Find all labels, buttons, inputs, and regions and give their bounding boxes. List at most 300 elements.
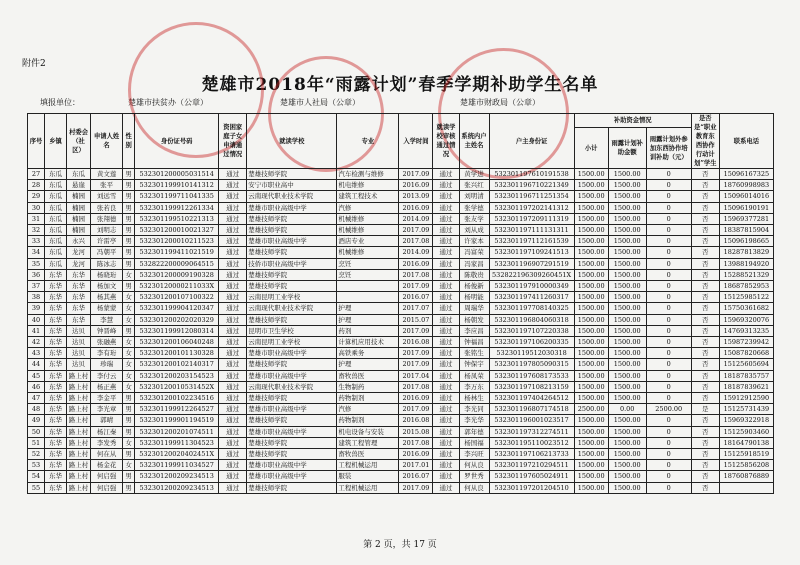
table-cell: 28 (28, 180, 45, 191)
table-cell: 云南现代职业技术学院 (247, 381, 337, 392)
table-row (28, 292, 774, 303)
table-cell: 药剂 (337, 325, 399, 336)
col-total: 小计 (574, 128, 608, 169)
table-cell: 通过 (433, 281, 459, 292)
table-cell: 东华 (45, 437, 67, 448)
table-cell: 否 (691, 213, 719, 224)
table-cell: 532301197404264512 (489, 393, 574, 404)
table-cell: 532301197112161539 (489, 236, 574, 247)
table-cell: 通过 (219, 415, 247, 426)
table-cell: 护理 (337, 303, 399, 314)
table-cell: 1500.00 (574, 426, 608, 437)
table-cell: 532301200202020329 (135, 314, 219, 325)
table-row (28, 337, 774, 348)
table-cell: 532301200102234516 (135, 393, 219, 404)
table-cell: 532301200107100322 (135, 292, 219, 303)
table-row (28, 359, 774, 370)
table-cell: 机械维修 (337, 247, 399, 258)
table-cell: 否 (691, 169, 719, 180)
table-cell: 东华 (45, 460, 67, 471)
table-row (28, 325, 774, 336)
table-cell: 通过 (433, 292, 459, 303)
table-cell: 39 (28, 303, 45, 314)
table-cell: 工程机械运用 (337, 482, 399, 493)
table-cell: 达贝 (67, 337, 91, 348)
table-cell: 通过 (433, 191, 459, 202)
table-cell: 女 (123, 314, 135, 325)
table-cell: 女 (123, 381, 135, 392)
table-cell: 杨其燕 (91, 292, 123, 303)
table-cell: 1500.00 (608, 460, 646, 471)
col-verify: 就读学校审核通过情况 (433, 114, 459, 169)
table-cell: 杨林生 (459, 393, 489, 404)
table-cell: 楚雄技师学院 (247, 415, 337, 426)
table-cell: 机电设备与安装 (337, 426, 399, 437)
table-cell: 通过 (433, 180, 459, 191)
table-cell: 否 (691, 449, 719, 460)
table-cell: 0 (646, 437, 691, 448)
table-cell: 532301197209111319 (489, 213, 574, 224)
table-cell: 32 (28, 225, 45, 236)
table-cell: 1500.00 (608, 393, 646, 404)
table-cell: 0 (646, 236, 691, 247)
table-cell: 达贝 (67, 325, 91, 336)
table-row (28, 437, 774, 448)
table-cell: 通过 (219, 482, 247, 493)
table-cell: 13988194920 (719, 258, 773, 269)
table-cell: 李万东 (459, 381, 489, 392)
table-cell: 532301200010211523 (135, 236, 219, 247)
table-cell: 1500.00 (608, 415, 646, 426)
table-cell: 40 (28, 314, 45, 325)
table-cell: 1500.00 (574, 471, 608, 482)
table-cell: 通过 (219, 225, 247, 236)
table-cell: 东瓜 (45, 180, 67, 191)
table-cell: 1500.00 (608, 269, 646, 280)
table-cell: 李发秀 (91, 437, 123, 448)
table-cell: 49 (28, 415, 45, 426)
table-cell: 532301197108213159 (489, 381, 574, 392)
table-cell: 楚雄技师学院 (247, 393, 337, 404)
table-cell: 532301197210294511 (489, 460, 574, 471)
table-cell: 通过 (219, 180, 247, 191)
table-cell: 周瑞华 (459, 303, 489, 314)
table-cell: 通过 (219, 169, 247, 180)
col-school: 就读学校 (247, 114, 337, 169)
header-row (28, 114, 774, 128)
table-row (28, 281, 774, 292)
table-cell: 黄文莲 (91, 169, 123, 180)
table-cell: 张铭生 (459, 348, 489, 359)
table-cell: 张学德 (459, 202, 489, 213)
table-cell: 东华 (67, 303, 91, 314)
table-cell: 2017.08 (399, 236, 433, 247)
table-row (28, 314, 774, 325)
table-cell: 532301200009190328 (135, 269, 219, 280)
table-cell: 许家本 (459, 236, 489, 247)
table-cell: 15125985122 (719, 292, 773, 303)
table-cell: 通过 (433, 359, 459, 370)
table-row (28, 393, 774, 404)
table-cell: 532301196807174518 (489, 404, 574, 415)
table-cell: 否 (691, 337, 719, 348)
table-cell: 路上村 (67, 415, 91, 426)
table-cell: 通过 (433, 460, 459, 471)
table-cell: 男 (123, 169, 135, 180)
table-cell: 1500.00 (608, 449, 646, 460)
col-name: 申请人姓名 (91, 114, 123, 169)
table-row (28, 404, 774, 415)
table-cell: 男 (123, 225, 135, 236)
table-cell: 0 (646, 415, 691, 426)
table-cell: 药物制剂 (337, 415, 399, 426)
col-township: 乡镇 (45, 114, 67, 169)
table-cell: 通过 (219, 325, 247, 336)
table-cell: 1500.00 (574, 314, 608, 325)
table-cell: 2015.08 (399, 426, 433, 437)
table-cell: 1500.00 (574, 437, 608, 448)
table-cell: 冯家昌 (459, 258, 489, 269)
table-cell: 532301200209234513 (135, 482, 219, 493)
table-cell: 1500.00 (608, 482, 646, 493)
table-cell: 2017.07 (399, 303, 433, 314)
table-cell: 杨正燕 (91, 381, 123, 392)
table-cell: 41 (28, 325, 45, 336)
table-cell: 45 (28, 370, 45, 381)
table-cell: 1500.00 (608, 180, 646, 191)
table-row (28, 202, 774, 213)
table-cell: 2016.09 (399, 393, 433, 404)
table-cell: 50 (28, 426, 45, 437)
table-cell: 1500.00 (608, 325, 646, 336)
table-cell: 532301197109241513 (489, 247, 574, 258)
table-cell: 532301197411260317 (489, 292, 574, 303)
table-cell: 18187839621 (719, 381, 773, 392)
table-cell: 否 (691, 292, 719, 303)
table-cell: 杨明能 (459, 292, 489, 303)
table-cell: 服装 (337, 471, 399, 482)
table-cell: 532301197605024911 (489, 471, 574, 482)
table-cell: 通过 (219, 202, 247, 213)
table-cell: 机械维修 (337, 225, 399, 236)
table-cell: 1500.00 (608, 202, 646, 213)
table-cell: 东华 (45, 370, 67, 381)
table-cell: 532301199911304523 (135, 437, 219, 448)
table-cell: 2017.09 (399, 225, 433, 236)
table-cell: 杨金花 (91, 460, 123, 471)
table-cell: 男 (123, 393, 135, 404)
table-cell: 何启强 (91, 471, 123, 482)
table-cell: 男 (123, 325, 135, 336)
table-cell: 东华 (45, 348, 67, 359)
table-cell: 27 (28, 169, 45, 180)
table-cell: 东华 (67, 292, 91, 303)
table-cell: 高铁乘务 (337, 348, 399, 359)
table-cell: 53230120000211033X (135, 281, 219, 292)
table-cell: 否 (691, 471, 719, 482)
table-cell: 通过 (433, 381, 459, 392)
table-row (28, 236, 774, 247)
table-cell: 1500.00 (608, 281, 646, 292)
table-cell: 楠园 (67, 225, 91, 236)
table-cell: 楚雄技师学院 (247, 213, 337, 224)
table-cell: 1500.00 (608, 314, 646, 325)
table-cell: 女 (123, 437, 135, 448)
table-cell: 楚雄技师学院 (247, 359, 337, 370)
table-cell: 张翔德 (91, 213, 123, 224)
table-cell: 路上村 (67, 381, 91, 392)
table-cell: 否 (691, 393, 719, 404)
table-cell: 通过 (433, 213, 459, 224)
table-cell: 通过 (219, 393, 247, 404)
table-cell: 男 (123, 191, 135, 202)
table-cell: 昆明市卫生学校 (247, 325, 337, 336)
table-cell: 15125731439 (719, 404, 773, 415)
table-cell: 1500.00 (608, 370, 646, 381)
table-cell: 东瓜 (45, 191, 67, 202)
table-cell: 44 (28, 359, 45, 370)
table-cell: 1500.00 (608, 471, 646, 482)
table-cell: 31 (28, 213, 45, 224)
table-cell: 汽修 (337, 202, 399, 213)
filler-value: 楚雄市扶贫办（公章） (128, 98, 208, 107)
table-cell: 路上村 (67, 404, 91, 415)
table-cell: 东华 (45, 281, 67, 292)
table-cell: 2500.00 (574, 404, 608, 415)
table-cell: 1500.00 (574, 303, 608, 314)
table-cell: 男 (123, 202, 135, 213)
table-cell: 否 (691, 359, 719, 370)
table-cell: 东华 (45, 449, 67, 460)
table-cell: 18387815904 (719, 225, 773, 236)
table-cell: 55 (28, 482, 45, 493)
table-cell (337, 281, 399, 292)
table-cell: 否 (691, 325, 719, 336)
table-cell: 通过 (219, 337, 247, 348)
table-cell: 37 (28, 281, 45, 292)
col-fund-b: 雨露计划外参加东西协作培训补助（元） (646, 128, 691, 169)
table-cell: 楠园 (67, 202, 91, 213)
table-row (28, 381, 774, 392)
table-cell: 532301199910141312 (135, 180, 219, 191)
table-cell: 张若良 (91, 202, 123, 213)
table-cell: 1500.00 (574, 393, 608, 404)
table-cell: 东华 (45, 359, 67, 370)
table-cell: 2016.09 (399, 180, 433, 191)
table-cell: 否 (691, 236, 719, 247)
table-cell: 通过 (219, 437, 247, 448)
table-cell: 达贝 (67, 359, 91, 370)
table-cell: 2017.09 (399, 404, 433, 415)
table-cell: 楚雄市职业高级中学 (247, 202, 337, 213)
table-cell: 2016.07 (399, 471, 433, 482)
col-village: 村委会（社区） (67, 114, 91, 169)
page-title: 楚雄市2018年“雨露计划”春季学期补助学生名单 (201, 75, 599, 95)
col-account: 户主身份证 (489, 114, 574, 169)
table-cell: 杨朝发 (459, 314, 489, 325)
table-cell: 杨加文 (91, 281, 123, 292)
table-cell: 李兴旺 (459, 449, 489, 460)
table-cell: 男 (123, 258, 135, 269)
table-cell: 东华 (45, 325, 67, 336)
table-cell: 0 (646, 393, 691, 404)
table-cell: 532301197708140325 (489, 303, 574, 314)
table-cell: 43 (28, 348, 45, 359)
table-cell: 532301199912080314 (135, 325, 219, 336)
table-cell: 李有珩 (91, 348, 123, 359)
table-cell: 女 (123, 370, 135, 381)
col-enroll: 入学时间 (399, 114, 433, 169)
table-cell: 通过 (433, 303, 459, 314)
table-cell: 张兴红 (459, 180, 489, 191)
table-cell: 0 (646, 460, 691, 471)
table-cell: 路上村 (67, 460, 91, 471)
table-cell: 楚雄技师学院 (247, 482, 337, 493)
table-cell: 47 (28, 393, 45, 404)
table-cell: 女 (123, 292, 135, 303)
col-subsidy-group: 补助资金情况 (574, 114, 691, 128)
col-fund-a: 雨露计划补助金额 (608, 128, 646, 169)
table-cell: 通过 (219, 348, 247, 359)
table-cell: 否 (691, 180, 719, 191)
table-cell: 李光华 (459, 415, 489, 426)
subsidy-table (27, 113, 774, 494)
table-cell: 1500.00 (574, 359, 608, 370)
table-cell: 罗世秀 (459, 471, 489, 482)
table-cell: 刘明志 (91, 225, 123, 236)
table-cell: 云南昆明工业学校 (247, 292, 337, 303)
table-cell: 东华 (45, 415, 67, 426)
table-cell: 2016.09 (399, 258, 433, 269)
table-cell: 东瓜 (45, 236, 67, 247)
table-cell: 东华 (45, 426, 67, 437)
table-cell: 1500.00 (574, 191, 608, 202)
table-cell: 15125605694 (719, 359, 773, 370)
table-cell: 云南现代职业技术学院 (247, 191, 337, 202)
table-cell: 通过 (219, 269, 247, 280)
table-cell: 0 (646, 281, 691, 292)
table-cell: 男 (123, 415, 135, 426)
table-cell: 云南昆明工业学校 (247, 337, 337, 348)
table-cell: 安宁市职业高中 (247, 180, 337, 191)
table-row (28, 348, 774, 359)
table-cell: 532301197312274511 (489, 426, 574, 437)
table-cell: 2017.08 (399, 381, 433, 392)
table-cell: 35 (28, 258, 45, 269)
col-poverty: 资困家庭子女申请通过情况 (219, 114, 247, 169)
table-cell: 51 (28, 437, 45, 448)
table-cell: 532301200102140317 (135, 359, 219, 370)
table-cell: 路上村 (67, 449, 91, 460)
table-cell: 0 (646, 359, 691, 370)
page-number: 第 2 页，共 17 页 (363, 540, 437, 550)
table-cell: 男 (123, 482, 135, 493)
table-cell: 0 (646, 247, 691, 258)
table-cell: 2017.09 (399, 482, 433, 493)
table-cell: 男 (123, 247, 135, 258)
table-cell: 否 (691, 247, 719, 258)
table-cell: 东华 (45, 381, 67, 392)
table-cell: 技侨市职业高级中学 (247, 258, 337, 269)
table-cell (719, 482, 773, 493)
table-cell: 否 (691, 460, 719, 471)
table-cell: 2014.09 (399, 247, 433, 258)
col-registered: 是否是“职业教育东西协作行动计划”学生 (691, 114, 719, 169)
table-cell: 楚雄市职业高级中学 (247, 370, 337, 381)
table-cell: 楚雄市职业高级中学 (247, 471, 337, 482)
table-cell: 2017.09 (399, 325, 433, 336)
table-cell: 15096167325 (719, 169, 773, 180)
table-cell: 护理 (337, 314, 399, 325)
table-cell: 通过 (433, 437, 459, 448)
table-cell: 532822196309260451X (489, 269, 574, 280)
table-cell: 2017.09 (399, 169, 433, 180)
center-value: 楚雄市人社局（公章） (280, 98, 360, 107)
table-cell: 1500.00 (574, 213, 608, 224)
table-cell: 工程机械运用 (337, 460, 399, 471)
table-cell: 18164790138 (719, 437, 773, 448)
table-cell: 532301197201204510 (489, 482, 574, 493)
table-cell: 护理 (337, 359, 399, 370)
table-cell: 532301195110023512 (489, 437, 574, 448)
table-cell: 18760998983 (719, 180, 773, 191)
table-cell: 陈冰志 (91, 258, 123, 269)
table-cell: 通过 (219, 460, 247, 471)
table-cell: 532301196711251354 (489, 191, 574, 202)
table-cell: 东华 (45, 314, 67, 325)
table-cell: 1500.00 (608, 213, 646, 224)
table-cell: 通过 (219, 404, 247, 415)
table-cell: 楠园 (67, 213, 91, 224)
table-cell: 通过 (433, 202, 459, 213)
table-cell: 通过 (433, 393, 459, 404)
table-cell: 杨江秦 (91, 426, 123, 437)
table-cell: 18187835757 (719, 370, 773, 381)
table-cell: 女 (123, 359, 135, 370)
table-cell: 通过 (433, 348, 459, 359)
table-cell: 东华 (45, 292, 67, 303)
table-cell: 汽车检测与维修 (337, 169, 399, 180)
table-cell: 畜牧兽医 (337, 449, 399, 460)
table-cell: 李光同 (459, 404, 489, 415)
table-cell: 否 (691, 314, 719, 325)
table-cell: 30 (28, 202, 45, 213)
table-cell: 2017.09 (399, 281, 433, 292)
table-cell: 2500.00 (646, 404, 691, 415)
table-cell: 东华 (45, 337, 67, 348)
table-cell: 532822200009064515 (135, 258, 219, 269)
table-cell: 钟晋峰 (91, 325, 123, 336)
table-cell: 通过 (219, 426, 247, 437)
table-cell: 53230120010531452X (135, 381, 219, 392)
table-cell: 通过 (219, 213, 247, 224)
col-seq: 序号 (28, 114, 45, 169)
table-cell: 否 (691, 482, 719, 493)
table-cell: 2013.09 (399, 191, 433, 202)
table-cell: 1500.00 (608, 169, 646, 180)
table-cell: 0 (646, 482, 691, 493)
table-cell: 通过 (433, 247, 459, 258)
table-cell: 1500.00 (574, 337, 608, 348)
table-cell: 男 (123, 180, 135, 191)
table-row (28, 258, 774, 269)
table-cell: 2015.07 (399, 314, 433, 325)
table-cell: 否 (691, 191, 719, 202)
table-cell: 48 (28, 404, 45, 415)
table-cell: 是 (691, 404, 719, 415)
table-cell: 通过 (219, 359, 247, 370)
table-cell: 15912912590 (719, 393, 773, 404)
